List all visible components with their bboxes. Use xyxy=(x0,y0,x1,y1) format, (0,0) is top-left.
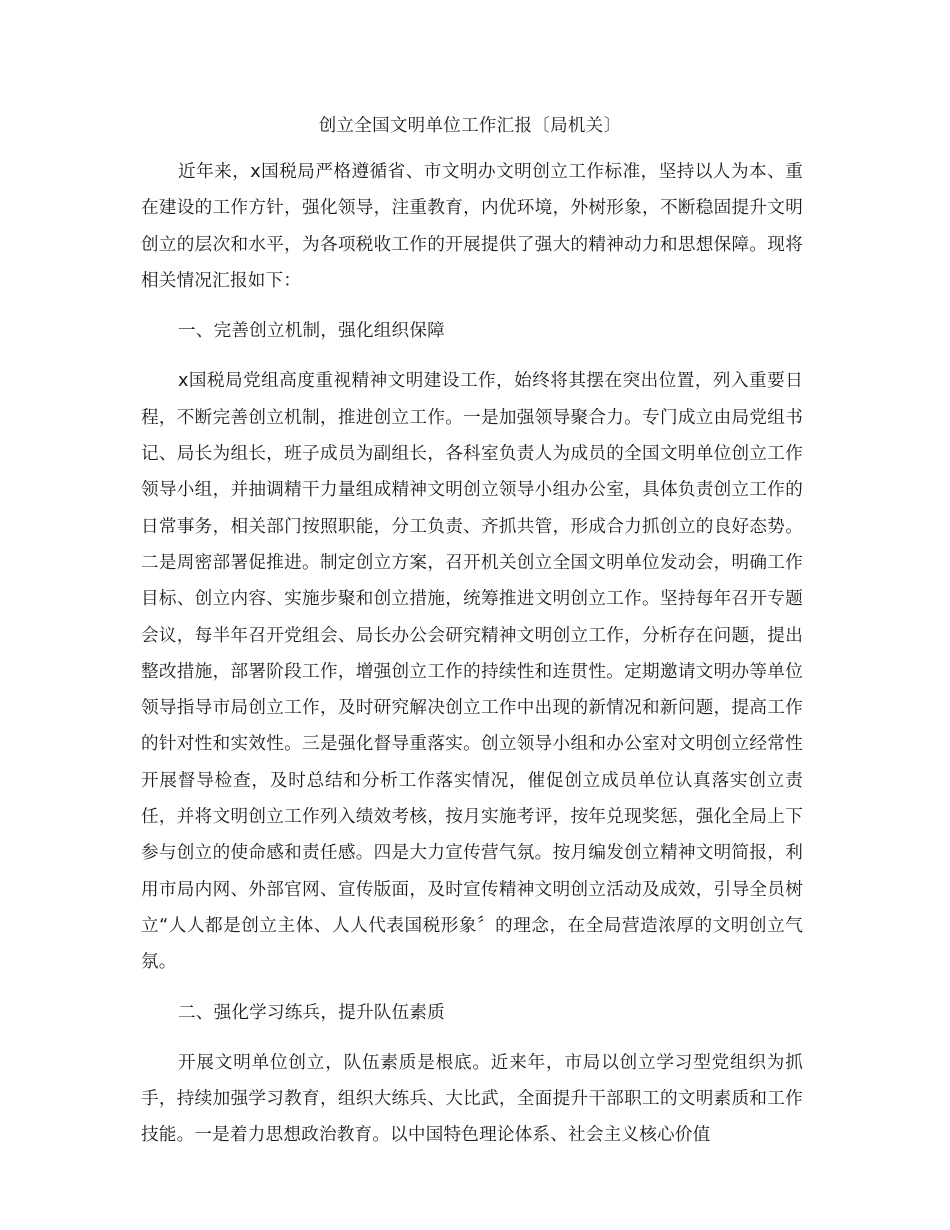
document-body xyxy=(141,154,803,1168)
section-2-paragraph: 开展文明单位创立，队伍素质是根底。近来年，市局以创立学习型党组织为抓手，持续加强学习教育，组织大练兵、大比武，全面提升干部职工的文明素质和工作技能。一是着力思想政治教育。以中国特色理论体系、社会主义核心价值 xyxy=(141,1052,803,1146)
section-1-paragraph: x国税局党组高度重视精神文明建设工作，始终将其摆在突出位置，列入重要日程，不断完善创立机制，推进创立工作。一是加强领导聚合力。专门成立由局党组书记、局长为组长，班子成员为副组长，各科室负责人为成员的全国文明单位创立工作领导小组，并抽调精干力量组成精神文明创立领导小组办公室，具体负责创立工作的日常事务，相关部门按照职能，分工负责、齐抓共管，形成合力抓创立的良好态势。二是周密部署促推进。制定创立方案，召开机关创立全国文明单位发动会，明确工作目标、创立内容、实施步聚和创立措施，统筹推进文明创立工作。坚持每年召开专题会议，每半年召开党组会、局长办公会研究精神文明创立工作，分析存在问题，提出整改措施，部署阶段工作，增强创立工作的持续性和连贯性。定期邀请文明办等单位领导指导市局创立工作，及时研究解决创立工作中出现的新情况和新问题，提高工作的针对性和实效性。三是强化督导重落实。创立领导小组和办公室对文明创立经常性开展督导检查，及时总结和分析工作落实情况，催促创立成员单位认真落实创立责任，并将文明创立工作列入绩效考核，按月实施考评，按年兑现奖惩，强化全局上下参与创立的使命感和责任感。四是大力宣传营气氛。按月编发创立精神文明简报，利用市局内网、外部官网、宣传版面，及时宣传精神文明创立活动及成效，引导全员树立“人人都是创立主体、人人代表国税形象〞的理念，在全局营造浓厚的文明创立气氛。 xyxy=(141,371,803,973)
section-heading-2: 二、强化学习练兵，提升队伍素质 xyxy=(178,1002,445,1023)
document-title: 创立全国文明单位工作汇报〔局机关〕 xyxy=(318,116,622,136)
section-heading-1: 一、完善创立机制，强化组织保障 xyxy=(178,321,445,342)
intro-paragraph: 近年来，x国税局严格遵循省、市文明办文明创立工作标准，坚持以人为本、重在建设的工作方针，强化领导，注重教育，内优环境，外树形象，不断稳固提升文明创立的层次和水平，为各项税收工作的开展提供了强大的精神动力和思想保障。现将相关情况汇报如下： xyxy=(141,162,803,291)
